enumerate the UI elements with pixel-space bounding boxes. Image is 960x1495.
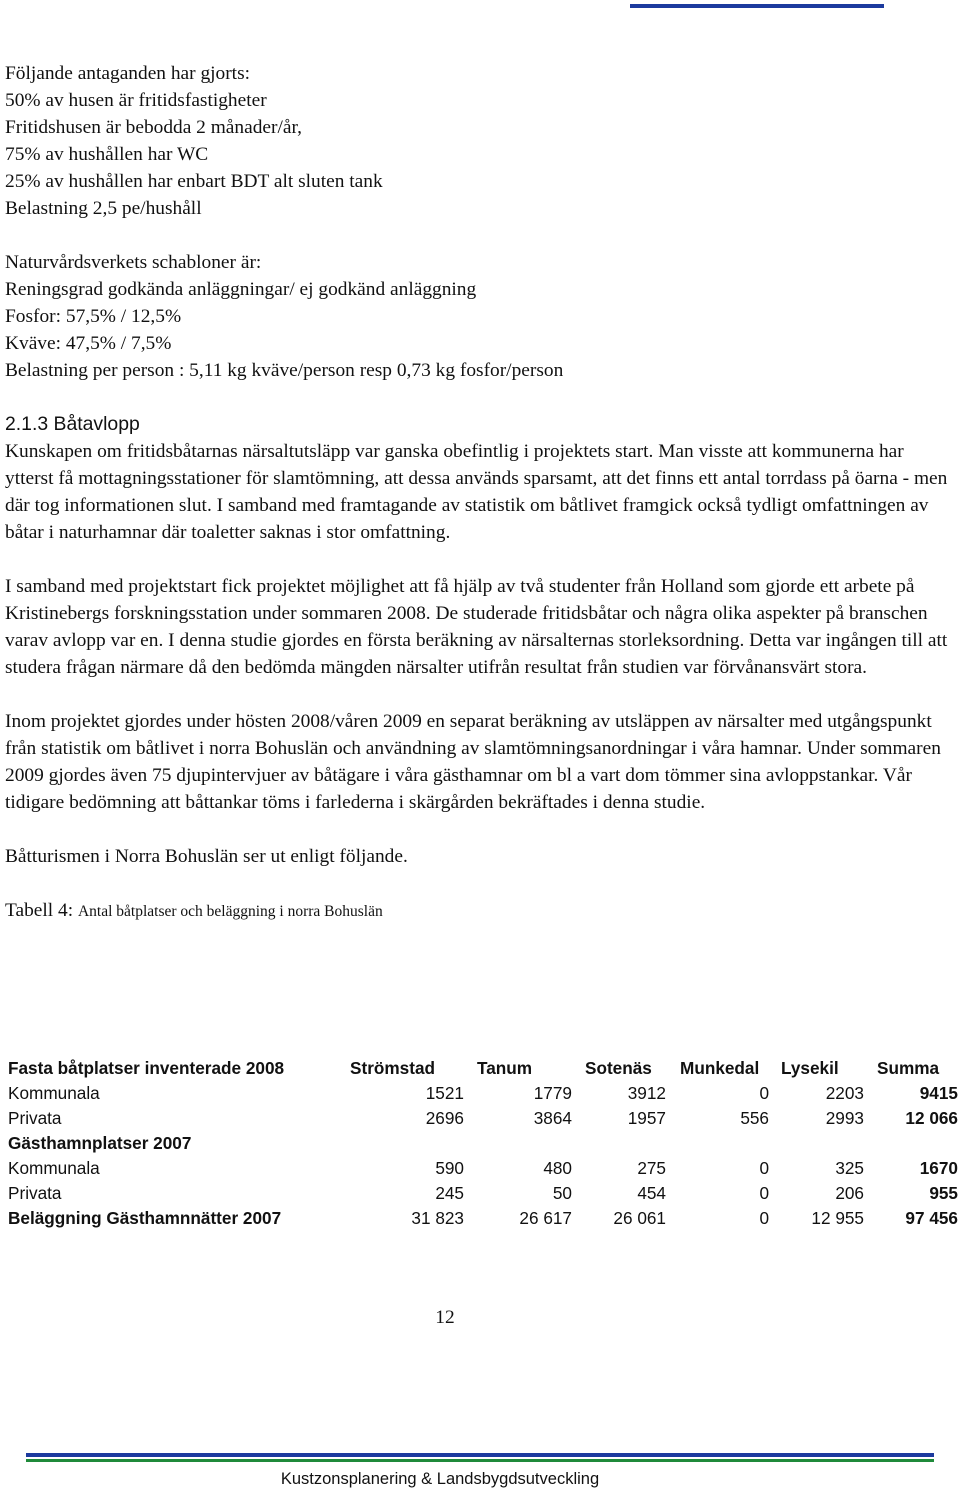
table-row bbox=[8, 1106, 958, 1131]
table-cell bbox=[666, 1131, 769, 1156]
table-cell: 556 bbox=[740, 1108, 769, 1128]
table-cell: 26 617 bbox=[519, 1208, 572, 1228]
assumption-line: 25% av hushållen har enbart BDT alt sluten tank bbox=[5, 171, 383, 192]
table-cell-label: Privata bbox=[8, 1183, 62, 1203]
table-cell: 2993 bbox=[825, 1108, 864, 1128]
template-line: Reningsgrad godkända anläggningar/ ej godkänd anläggning bbox=[5, 279, 477, 300]
table-header-cell: Sotenäs bbox=[585, 1058, 652, 1078]
assumption-line: 75% av hushållen har WC bbox=[5, 144, 209, 165]
table-row bbox=[8, 1131, 958, 1156]
footer-rule-green bbox=[26, 1459, 934, 1462]
table-cell-sum: 97 456 bbox=[905, 1208, 958, 1228]
page-number: 12 bbox=[435, 1307, 455, 1328]
table-cell-sum bbox=[864, 1131, 958, 1156]
table-caption bbox=[5, 897, 955, 925]
table-cell bbox=[346, 1131, 464, 1156]
table-header-row bbox=[8, 1056, 958, 1081]
table-cell: 245 bbox=[435, 1183, 464, 1203]
assumption-line: Belastning 2,5 pe/hushåll bbox=[5, 198, 202, 219]
table-cell-sum: 955 bbox=[929, 1183, 958, 1203]
table-cell: 50 bbox=[552, 1183, 572, 1203]
table-cell-sum: 1670 bbox=[919, 1158, 958, 1178]
table-cell: 2696 bbox=[425, 1108, 464, 1128]
table-cell: 0 bbox=[759, 1183, 769, 1203]
table-cell-label: Gästhamnplatser 2007 bbox=[8, 1133, 192, 1153]
table-cell: 26 061 bbox=[613, 1208, 666, 1228]
table-cell: 454 bbox=[637, 1183, 666, 1203]
assumptions-block bbox=[5, 60, 955, 222]
table-row bbox=[8, 1206, 958, 1231]
table-cell: 0 bbox=[759, 1158, 769, 1178]
table-cell: 1779 bbox=[533, 1083, 572, 1103]
table-cell-label: Beläggning Gästhamnnätter 2007 bbox=[8, 1208, 282, 1228]
table-cell: 480 bbox=[543, 1158, 572, 1178]
table-cell: 206 bbox=[835, 1183, 864, 1203]
paragraph: Inom projektet gjordes under hösten 2008/våren 2009 en separat beräkning av utsläppen av närsalter med utgångspunkt från statistik om båtlivet i norra Bohuslän och användning av slamtömningsanordningar i våra hamnar. Under sommaren 2009 gjordes även 75 djupintervjuer av båtägare i våra gästhamnar om bl a vart dom tömmer sina avloppstankar. Vår tidigare bedömning att båttankar töms i farlederna i skärgården bekräftades i denna studie. bbox=[5, 711, 941, 813]
table-cell: 0 bbox=[759, 1208, 769, 1228]
table-cell: 0 bbox=[759, 1083, 769, 1103]
table-cell: 3864 bbox=[533, 1108, 572, 1128]
table-row bbox=[8, 1181, 958, 1206]
templates-block bbox=[5, 249, 955, 384]
table-cell-label: Kommunala bbox=[8, 1083, 100, 1103]
table-cell bbox=[769, 1131, 864, 1156]
table-cell: 31 823 bbox=[411, 1208, 464, 1228]
template-line: Fosfor: 57,5% / 12,5% bbox=[5, 306, 182, 327]
table-cell bbox=[464, 1131, 572, 1156]
table-header-cell: Summa bbox=[877, 1058, 940, 1078]
table-cell: 3912 bbox=[627, 1083, 666, 1103]
template-line: Belastning per person : 5,11 kg kväve/person resp 0,73 kg fosfor/person bbox=[5, 360, 564, 381]
table-cell-sum: 12 066 bbox=[905, 1108, 958, 1128]
template-line: Naturvårdsverkets schabloner är: bbox=[5, 252, 262, 273]
table-row bbox=[8, 1081, 958, 1106]
table-row bbox=[8, 1156, 958, 1181]
table-cell-sum: 9415 bbox=[919, 1083, 958, 1103]
footer-text: Kustzonsplanering & Landsbygdsutveckling bbox=[280, 1470, 600, 1488]
table-cell: 325 bbox=[835, 1158, 864, 1178]
table-cell: 275 bbox=[637, 1158, 666, 1178]
assumption-line: Följande antaganden har gjorts: bbox=[5, 63, 251, 84]
header-rule bbox=[630, 4, 884, 8]
table-header-cell: Strömstad bbox=[350, 1058, 435, 1078]
table-cell: 12 955 bbox=[811, 1208, 864, 1228]
table-header-cell: Fasta båtplatser inventerade 2008 bbox=[8, 1058, 285, 1078]
section-heading: 2.1.3 Båtavlopp bbox=[5, 413, 140, 435]
assumption-line: Fritidshusen är bebodda 2 månader/år, bbox=[5, 117, 302, 138]
table-header-cell: Lysekil bbox=[781, 1058, 839, 1078]
table-header-cell: Munkedal bbox=[680, 1058, 760, 1078]
paragraph: Kunskapen om fritidsbåtarnas närsaltutsläpp var ganska obefintlig i projektets start. Man visste att kommunerna har ytterst få mottagningsstationer för slamtömning, att dessa används sparsamt, att det finns ett antal torrdass på öarna - men där tog informationen slut. I samband med framtagande av statistik om båtlivet framgick också tydligt omfattningen av båtar i naturhamnar där toaletter saknas i stor omfattning. bbox=[5, 441, 948, 543]
table-cell-label: Kommunala bbox=[8, 1158, 100, 1178]
table-cell: 1521 bbox=[425, 1083, 464, 1103]
table-caption-text: Antal båtplatser och beläggning i norra Bohuslän bbox=[77, 903, 383, 920]
table-cell bbox=[572, 1131, 666, 1156]
table-caption-prefix: Tabell 4: bbox=[5, 900, 78, 921]
table-cell: 1957 bbox=[627, 1108, 666, 1128]
paragraph: Båtturismen i Norra Bohuslän ser ut enligt följande. bbox=[5, 846, 408, 867]
table-cell: 2203 bbox=[825, 1083, 864, 1103]
table-header-cell: Tanum bbox=[477, 1058, 533, 1078]
paragraph: I samband med projektstart fick projektet möjlighet att få hjälp av två studenter från Holland som gjorde ett arbete på Kristinebergs forskningsstation under sommaren 2008. De studerade fritidsbåtar och några olika aspekter på branschen varav avlopp var en. I denna studie gjordes en första beräkning av närsalternas storleksordning. Detta var ingången till att studera frågan närmare då den bedömda mängden närsalter utifrån resultat från studien var förvånansvärt stora. bbox=[5, 576, 948, 678]
table-cell: 590 bbox=[435, 1158, 464, 1178]
table-cell-label: Privata bbox=[8, 1108, 62, 1128]
footer-rule-blue bbox=[26, 1453, 934, 1457]
page-content bbox=[5, 60, 955, 925]
boat-table bbox=[8, 1056, 958, 1231]
template-line: Kväve: 47,5% / 7,5% bbox=[5, 333, 172, 354]
assumption-line: 50% av husen är fritidsfastigheter bbox=[5, 90, 267, 111]
